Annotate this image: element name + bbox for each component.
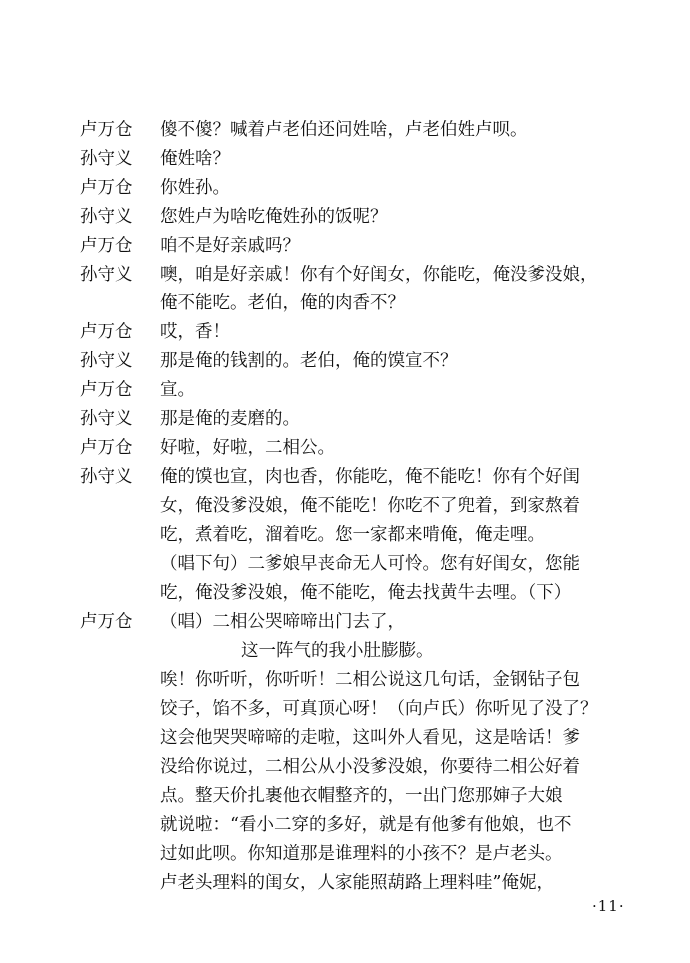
page-number: ·11· xyxy=(592,897,625,915)
dialogue-text: （唱）二相公哭啼啼出门去了， xyxy=(160,612,405,632)
speaker-name: 卢万仓 xyxy=(80,612,133,632)
dialogue-line xyxy=(80,435,335,461)
dialogue-line xyxy=(160,725,580,751)
dialogue-line xyxy=(160,696,598,722)
dialogue-line xyxy=(160,551,580,577)
dialogue-text: 这一阵气的我小肚膨膨。 xyxy=(241,641,434,661)
speaker-name: 卢万仓 xyxy=(80,322,133,342)
dialogue-line xyxy=(160,812,571,838)
dialogue-text: 就说啦：“看小二穿的多好，就是有他爹有他娘，也不 xyxy=(160,815,572,835)
speaker-name: 孙守义 xyxy=(80,149,133,169)
dialogue-line xyxy=(160,580,571,606)
dialogue-text: 傻不傻？喊着卢老伯还问姓啥，卢老伯姓卢呗。 xyxy=(160,120,528,140)
dialogue-text: 饺子，馅不多，可真顶心呀！（向卢氏）你听见了没了？ xyxy=(160,699,598,719)
speaker-name: 孙守义 xyxy=(80,265,133,285)
dialogue-text: 宣。 xyxy=(160,380,195,400)
speaker-name: 孙守义 xyxy=(80,351,133,371)
dialogue-line xyxy=(80,117,528,143)
dialogue-text: 唉！你听听，你听听！二相公说这几句话，金钢钻子包 xyxy=(160,670,580,690)
dialogue-line xyxy=(160,841,563,867)
dialogue-text: （唱下句）二爹娘早丧命无人可怜。您有好闺女，您能 xyxy=(160,554,580,574)
dialogue-text: 哎，香！ xyxy=(160,322,230,342)
dialogue-text: 卢老头理料的闺女，人家能照葫路上理料哇”俺妮， xyxy=(160,873,554,893)
dialogue-line xyxy=(80,233,300,259)
dialogue-line xyxy=(80,377,195,403)
speaker-name: 卢万仓 xyxy=(80,120,133,140)
dialogue-text: 过如此呗。你知道那是谁理料的小孩不？是卢老头。 xyxy=(160,844,563,864)
speaker-name: 孙守义 xyxy=(80,207,133,227)
dialogue-text: 好啦，好啦，二相公。 xyxy=(160,438,335,458)
dialogue-line xyxy=(160,290,405,316)
dialogue-line xyxy=(241,638,434,664)
dialogue-line xyxy=(80,175,230,201)
dialogue-text: 没给你说过，二相公从小没爹没娘，你要待二相公好着 xyxy=(160,757,580,777)
speaker-name: 卢万仓 xyxy=(80,438,133,458)
dialogue-text: 你姓孙。 xyxy=(160,178,230,198)
dialogue-text: 噢，咱是好亲戚！你有个好闺女，你能吃，俺没爹没娘， xyxy=(160,265,598,285)
dialogue-text: 那是俺的钱割的。老伯，俺的馍宣不？ xyxy=(160,351,458,371)
dialogue-line xyxy=(160,754,580,780)
speaker-name: 卢万仓 xyxy=(80,178,133,198)
dialogue-line xyxy=(80,319,230,345)
dialogue-line xyxy=(80,262,598,288)
speaker-name: 卢万仓 xyxy=(80,236,133,256)
dialogue-line xyxy=(160,522,545,548)
dialogue-line xyxy=(160,870,554,896)
dialogue-line xyxy=(160,667,580,693)
dialogue-text: 吃，俺没爹没娘，俺不能吃，俺去找黄牛去哩。（下） xyxy=(160,583,572,603)
dialogue-line xyxy=(80,146,230,172)
dialogue-line xyxy=(80,406,300,432)
dialogue-line xyxy=(80,204,388,230)
dialogue-line xyxy=(80,348,458,374)
dialogue-line xyxy=(80,464,580,490)
dialogue-text: 俺姓啥？ xyxy=(160,149,230,169)
speaker-name: 孙守义 xyxy=(80,467,133,487)
speaker-name: 卢万仓 xyxy=(80,380,133,400)
dialogue-text: 俺不能吃。老伯，俺的肉香不？ xyxy=(160,293,405,313)
dialogue-line xyxy=(80,609,405,635)
speaker-name: 孙守义 xyxy=(80,409,133,429)
dialogue-text: 俺的馍也宣，肉也香，你能吃，俺不能吃！你有个好闺 xyxy=(160,467,580,487)
dialogue-text: 女，俺没爹没娘，俺不能吃！你吃不了兜着，到家熬着 xyxy=(160,496,580,516)
dialogue-line xyxy=(160,493,580,519)
dialogue-text: 点。整天价扎裹他衣帽整齐的，一出门您那婶子大娘 xyxy=(160,786,563,806)
dialogue-text: 那是俺的麦磨的。 xyxy=(160,409,300,429)
dialogue-text: 咱不是好亲戚吗？ xyxy=(160,236,300,256)
dialogue-text: 吃，煮着吃，溜着吃。您一家都来啃俺，俺走哩。 xyxy=(160,525,545,545)
dialogue-text: 您姓卢为啥吃俺姓孙的饭呢？ xyxy=(160,207,388,227)
dialogue-text: 这会他哭哭啼啼的走啦，这叫外人看见，这是啥话！爹 xyxy=(160,728,580,748)
dialogue-line xyxy=(160,783,563,809)
